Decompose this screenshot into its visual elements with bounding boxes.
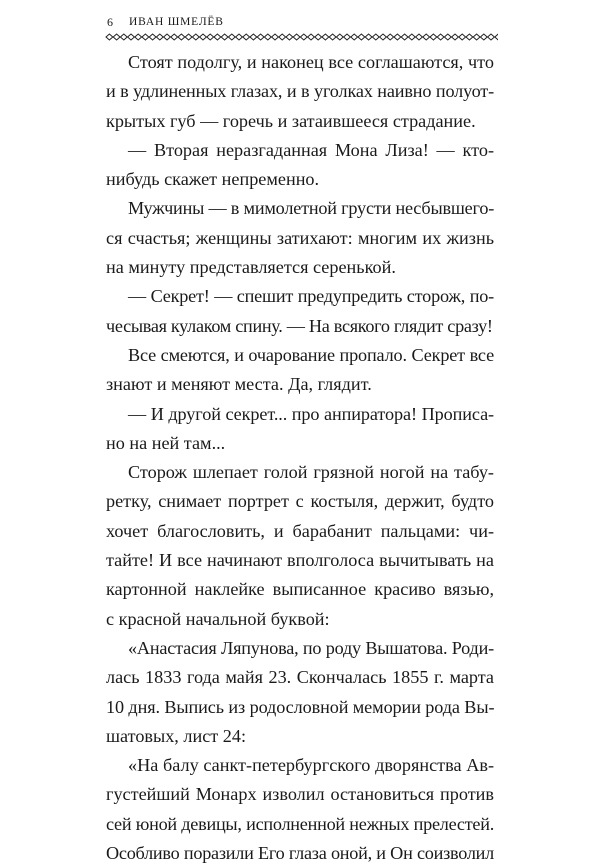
text-line: крытых губ — горечь и затаившееся страдание. [106, 110, 476, 131]
text-line: тайте! И все начинают вполголоса вычитывать на [106, 550, 494, 571]
ornament-link [322, 34, 329, 40]
body-text [106, 48, 494, 868]
text-line: картонной наклейке выписанное красиво вязью, [106, 579, 494, 600]
ornament-link [452, 34, 459, 40]
ornament-link [380, 34, 387, 40]
running-header [107, 12, 493, 32]
ornament-link [279, 34, 286, 40]
ornament-link [128, 34, 135, 40]
ornament-link [106, 34, 113, 40]
ornament-link [207, 34, 214, 40]
ornament-link [480, 34, 487, 40]
text-line: хочет благословить, и барабанит пальцами: чи- [106, 520, 494, 541]
text-line: с красной начальной буквой: [106, 608, 330, 629]
text-line: лась 1833 года майя 23. Скончалась 1855 г. марта [106, 667, 494, 688]
ornament-link [401, 34, 408, 40]
ornament-link [264, 34, 271, 40]
ornament-link [135, 34, 142, 40]
text-line: — И другой секрет... про анпиратора! Прописа- [128, 403, 494, 424]
text-line: знают и меняют места. Да, глядит. [106, 374, 372, 395]
text-line: но на ней там... [106, 432, 226, 453]
text-line: на минуту представляется серенькой. [106, 257, 396, 278]
running-title: ИВАН ШМЕЛЁВ [129, 16, 224, 28]
ornament-link [344, 34, 351, 40]
ornament-link [336, 34, 343, 40]
ornament-link [387, 34, 394, 40]
text-line: «Анастасия Ляпунова, по роду Вышатова. Роди- [128, 637, 494, 658]
text-line: густейший Монарх изволил остановиться против [106, 784, 494, 805]
ornament-link [394, 34, 401, 40]
ornament-link [156, 34, 163, 40]
ornament-link [293, 34, 300, 40]
ornament-link [300, 34, 307, 40]
ornament-link [423, 34, 430, 40]
ornament-link [250, 34, 257, 40]
ornament-link [192, 34, 199, 40]
ornament-link [459, 34, 466, 40]
text-line: Особливо поразили Его глаза оной, и Он соизволил [106, 843, 494, 864]
text-line: сей юной девицы, исполненной нежных прелестей. [106, 813, 494, 834]
ornament-link [351, 34, 358, 40]
ornament-link [308, 34, 315, 40]
text-line: ся счастья; женщины затихают: многим их жизнь [106, 227, 494, 248]
text-line: Сторож шлепает голой грязной ногой на табу- [128, 462, 494, 483]
ornament-link [430, 34, 437, 40]
text-line: «На балу санкт-петербургского дворянства Ав- [128, 755, 494, 776]
ornament-link [408, 34, 415, 40]
ornament-link [272, 34, 279, 40]
ornament-link [372, 34, 379, 40]
ornament-link [228, 34, 235, 40]
ornament-link [329, 34, 336, 40]
ornament-link [358, 34, 365, 40]
text-line: шатовых, лист 24: [106, 725, 247, 746]
ornament-link [243, 34, 250, 40]
text-line: чесывая кулаком спину. — На всякого глядит сразу! [106, 315, 493, 336]
ornament-link [214, 34, 221, 40]
page-number: 6 [107, 14, 114, 29]
ornament-link [444, 34, 451, 40]
ornament-link [178, 34, 185, 40]
ornament-link [437, 34, 444, 40]
text-line: ретку, снимает портрет с костыля, держит, будто [106, 491, 494, 512]
ornament-link [185, 34, 192, 40]
ornamental-rule [104, 32, 498, 42]
ornament-link [488, 34, 495, 40]
ornament-link [164, 34, 171, 40]
ornament-link [113, 34, 120, 40]
ornament-link [473, 34, 480, 40]
ornament-link [200, 34, 207, 40]
text-line: Мужчины — в мимолетной грусти несбывшего- [128, 198, 494, 219]
ornament-link [257, 34, 264, 40]
ornament-link [171, 34, 178, 40]
ornament-link [286, 34, 293, 40]
ornament-link [365, 34, 372, 40]
ornament-link [495, 34, 498, 40]
text-line: — Секрет! — спешит предупредить сторож, по- [128, 286, 494, 307]
ornament-link [120, 34, 127, 40]
ornament-link [466, 34, 473, 40]
ornament-link [315, 34, 322, 40]
text-line: Стоят подолгу, и наконец все соглашаются, что [128, 52, 494, 72]
ornament-link [236, 34, 243, 40]
ornament-link [149, 34, 156, 40]
ornament-link [221, 34, 228, 40]
text-line: — Вторая неразгаданная Мона Лиза! — кто- [128, 139, 494, 160]
text-line: и в удлиненных глазах, и в уголках наивно полуот- [106, 81, 494, 102]
text-line: нибудь скажет непременно. [106, 169, 320, 190]
text-line: Все смеются, и очарование пропало. Секрет все [128, 344, 494, 365]
ornament-link [416, 34, 423, 40]
text-line: 10 дня. Выпись из родословной мемории рода Вы- [106, 696, 494, 717]
ornament-link [142, 34, 149, 40]
